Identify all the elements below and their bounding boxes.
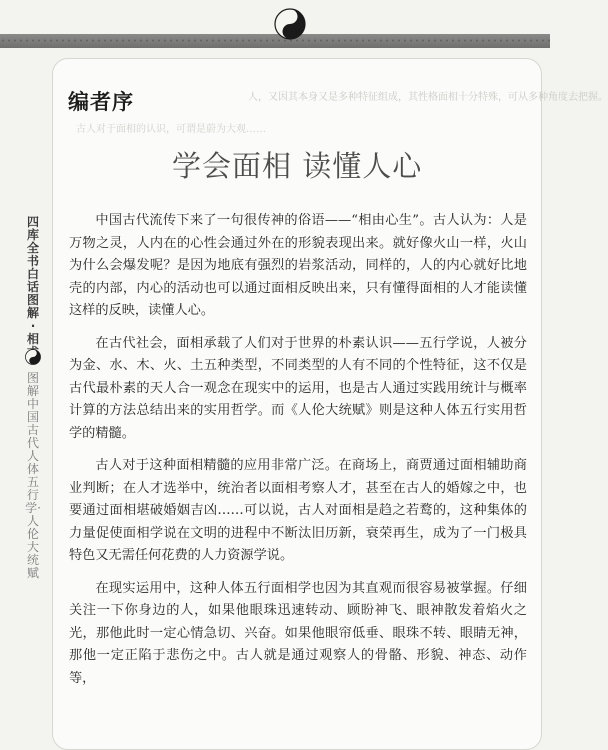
sidebar-series-title: 四库全书白话图解·相	[26, 215, 39, 346]
bleed-through-text: 人，又因其本身又是多种特征组成，其性格面相十分特殊，可从多种角度去把握。	[248, 92, 608, 103]
yin-yang-icon	[274, 8, 306, 40]
paragraph: 古人对于这种面相精髓的应用非常广泛。在商场上，商贾通过面相辅助商业判断；在人才选举中，统治者以面相考察人才，甚至在古人的婚嫁之中，也要通过面相堪破婚姻吉凶……可以说，古人对面相是趋之若鹜的，这种集体的力量促使面相学说在文明的进程中不断汰旧历新，衰荣再生，成为了一门极具特色又无需任何花费的人力资源学说。	[69, 458, 527, 563]
bleed-through-text: 古人对于面相的认识，可谓是蔚为大观……	[76, 124, 266, 135]
body-text	[69, 210, 527, 700]
yin-yang-icon	[25, 349, 41, 365]
paragraph: 中国古代流传下来了一句很传神的俗语——“相由心生”。古人认为：人是万物之灵，人内在的心性会通过外在的形貌表现出来。就好像火山一样，火山为什么会爆发呢？是因为地底有强烈的岩浆活动，同样的，人的内心就好比地壳的内部，内心的活动也可以通过面相反映出来，只有懂得面相的人才能读懂这样的反映，读懂人心。	[69, 213, 527, 318]
sidebar-book-title: 图解中国古代人体五行学·人伦大统赋	[25, 371, 41, 580]
section-label: 编者序	[68, 90, 134, 114]
paragraph: 在现实运用中，这种人体五行面相学也因为其直观而很容易被掌握。仔细关注一下你身边的人，如果他眼珠迅速转动、顾盼神飞、眼神散发着焰火之光，那他此时一定心情急切、兴奋。如果他眼帘低垂、眼珠不转、眼睛无神，那他一定正陷于悲伤之中。古人就是通过观察人的骨骼、形貌、神态、动作等，	[69, 580, 527, 686]
paragraph: 在古代社会，面相承载了人们对于世界的朴素认识——五行学说，人被分为金、水、木、火、土五种类型，不同类型的人有不同的个性特征，这不仅是古代最朴素的天人合一观念在现实中的运用，也是古人通过实践用统计与概率计算的方法总结出来的实用哲学。而《人伦大统赋》则是这种人体五行实用哲学的精髓。	[69, 335, 527, 441]
page-title: 学会面相 读懂人心	[172, 149, 423, 183]
